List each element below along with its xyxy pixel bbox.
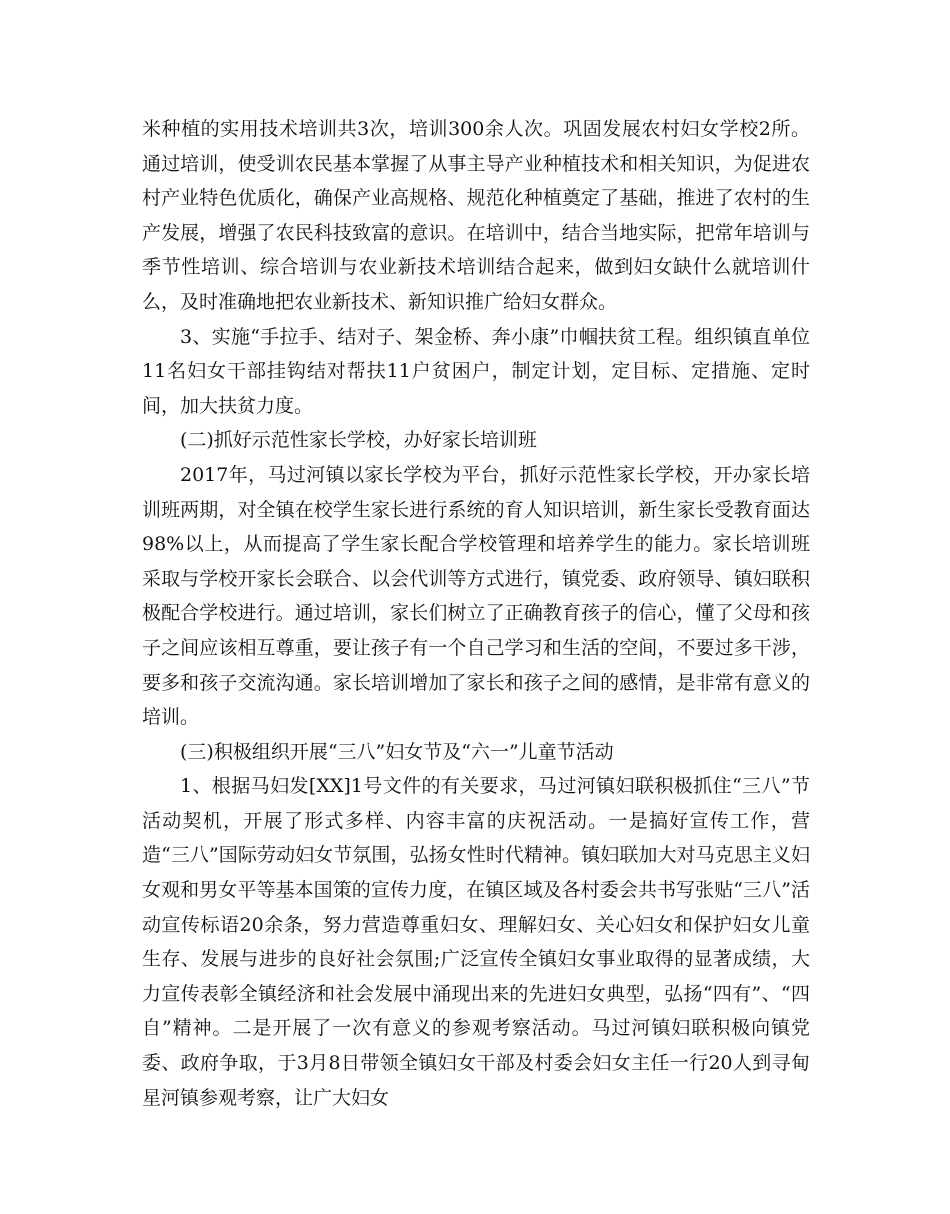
body-paragraph-parent-training: 2017年，马过河镇以家长学校为平台，抓好示范性家长学校，开办家长培训班两期，对全镇在校学生家长进行系统的育人知识培训，新生家长受教育面达98%以上，从而提高了学生家长配合学校管理和培养学生的能力。家长培训班采取与学校开家长会联合、以会代训等方式进行，镇党委、政府领导、镇妇联积极配合学校进行。通过培训，家长们树立了正确教育孩子的信心，懂了父母和孩子之间应该相互尊重，要让孩子有一个自己学习和生活的空间，不要过多干涉，要多和孩子交流沟通。家长培训增加了家长和孩子之间的感情，是非常有意义的培训。 <box>142 463 810 729</box>
section-heading-parent-school: (二)抓好示范性家长学校，办好家长培训班 <box>180 429 537 452</box>
body-paragraph-womens-day: 1、根据马妇发[XX]1号文件的有关要求，马过河镇妇联积极抓住“三八”节活动契机，开展了形式多样、内容丰富的庆祝活动。一是搞好宣传工作，营造“三八”国际劳动妇女节氛围，弘扬女性时代精神。镇妇联加大对马克思主义妇女观和男女平等基本国策的宣传力度，在镇区域及各村委会共书写张贴“三八”活动宣传标语20余条，努力营造尊重妇女、理解妇女、关心妇女和保护妇女儿童生存、发展与进步的良好社会氛围;广泛宣传全镇妇女事业取得的显著成绩，大力宣传表彰全镇经济和社会发展中涌现出来的先进妇女典型，弘扬“四有”、“四自”精神。二是开展了一次有意义的参观考察活动。马过河镇妇联积极向镇党委、政府争取，于3月8日带领全镇妇女干部及村委会妇女主任一行20人到寻甸星河镇参观考察，让广大妇女 <box>142 775 810 1109</box>
document-body <box>142 112 810 1115</box>
body-paragraph-poverty-alleviation: 3、实施“手拉手、结对子、架金桥、奔小康”巾帼扶贫工程。组织镇直单位11名妇女干部挂钩结对帮扶11户贫困户，制定计划，定目标、定措施、定时间，加大扶贫力度。 <box>142 325 810 417</box>
body-paragraph-continuation: 米种植的实用技术培训共3次，培训300余人次。巩固发展农村妇女学校2所。通过培训，使受训农民基本掌握了从事主导产业种植技术和相关知识，为促进农村产业特色优质化，确保产业高规格、规范化种植奠定了基础，推进了农村的生产发展，增强了农民科技致富的意识。在培训中，结合当地实际，把常年培训与季节性培训、综合培训与农业新技术培训结合起来，做到妇女缺什么就培训什么，及时准确地把农业新技术、新知识推广给妇女群众。 <box>142 118 810 313</box>
section-heading-festival-activities: (三)积极组织开展“三八”妇女节及“六一”儿童节活动 <box>180 740 614 763</box>
